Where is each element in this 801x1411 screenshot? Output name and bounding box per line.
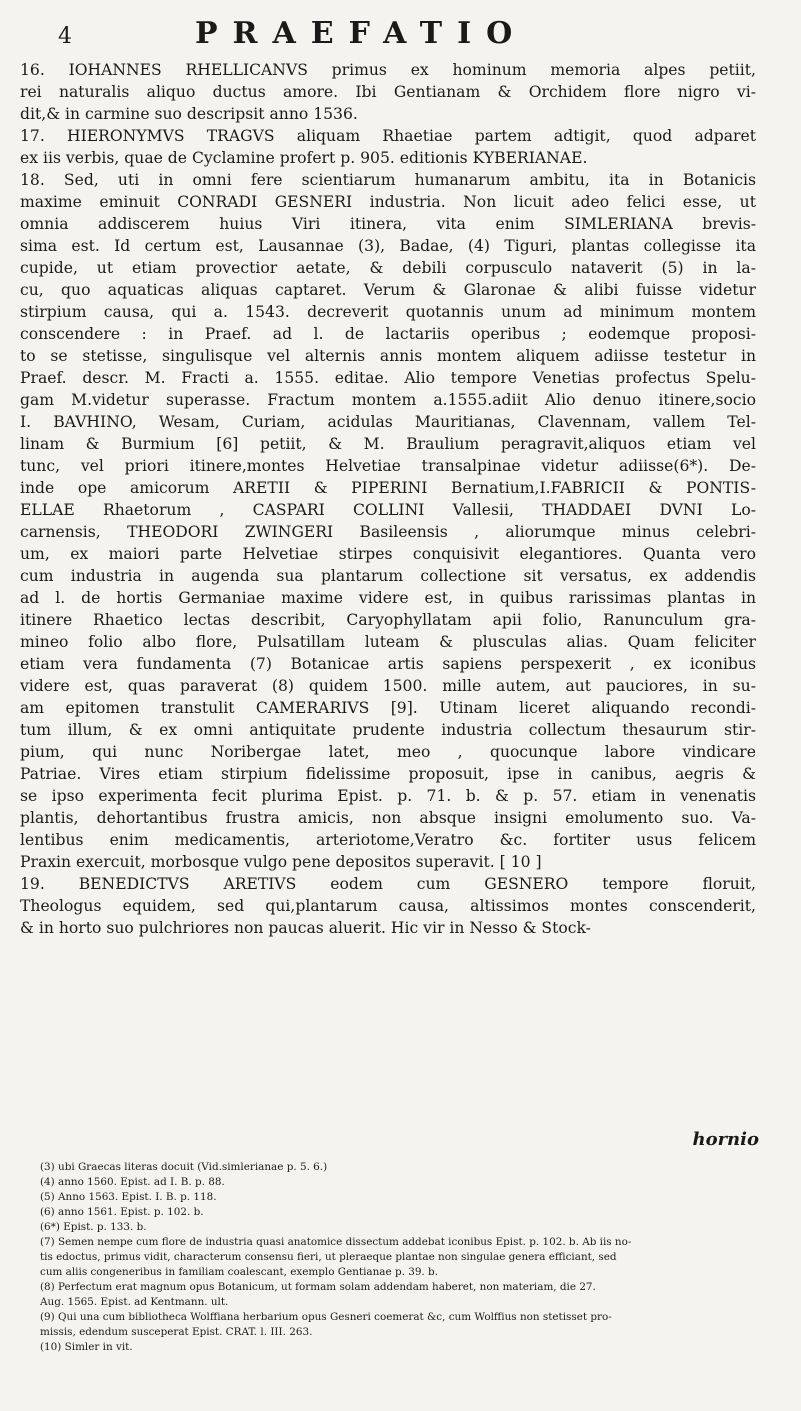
- text-line: 18. Sed, uti in omni fere scientiarum humanarum ambitu, ita in Botanicis: [20, 171, 756, 189]
- text-line: mineo folio albo flore, Pulsatillam luteam & plusculas alias. Quam feliciter: [20, 633, 756, 651]
- footnote-line: (8) Perfectum erat magnum opus Botanicum, ut formam solam addendam haberet, non materiam, die 27.: [40, 1281, 596, 1293]
- text-line: se ipso experimenta fecit plurima Epist. p. 71. b. & p. 57. etiam in venenatis: [20, 787, 756, 805]
- footnote-line: (9) Qui una cum bibliotheca Wolffiana herbarium opus Gesneri coemerat &c, cum Wolffius non stetisset pro-: [40, 1311, 612, 1323]
- text-line: ex iis verbis, quae de Cyclamine profert p. 905. editionis KYBERIANAE.: [20, 149, 588, 167]
- text-line: sima est. Id certum est, Lausannae (3), Badae, (4) Tiguri, plantas collegisse ita: [20, 237, 756, 255]
- text-line: tum illum, & ex omni antiquitate prudente industria collectum thesaurum stir-: [20, 721, 756, 739]
- text-line: 16. IOHANNES RHELLICANVS primus ex hominum memoria alpes petiit,: [20, 61, 756, 79]
- text-line: Praef. descr. M. Fracti a. 1555. editae. Alio tempore Venetias profectus Spelu-: [20, 369, 756, 387]
- paragraph-p19: [20, 873, 756, 939]
- text-line: Praxin exercuit, morbosque vulgo pene depositos superavit. [ 10 ]: [20, 853, 542, 871]
- footnote-line: (3) ubi Graecas literas docuit (Vid.simlerianae p. 5. 6.): [40, 1161, 328, 1173]
- text-line: 17. HIERONYMVS TRAGVS aliquam Rhaetiae partem adtigit, quod adparet: [20, 127, 756, 145]
- text-line: ELLAE Rhaetorum , CASPARI COLLINI Vallesii, THADDAEI DVNI Lo-: [20, 501, 756, 519]
- footnote-line: (6*) Epist. p. 133. b.: [40, 1221, 147, 1233]
- text-line: itinere Rhaetico lectas describit, Caryophyllatam apii folio, Ranunculum gra-: [20, 611, 756, 629]
- text-line: stirpium causa, qui a. 1543. decreverit quotannis unum ad minimum montem: [20, 303, 756, 321]
- text-line: videre est, quas paraverat (8) quidem 1500. mille autem, aut pauciores, in su-: [20, 677, 756, 695]
- text-line: to se stetisse, singulisque vel alternis annis montem aliquem adiisse testetur in: [20, 347, 756, 365]
- footnote-line: tis edoctus, primus vidit, characterum consensu fieri, ut pleraeque plantae non singulae genera efficiant, sed: [40, 1251, 617, 1263]
- text-line: rei naturalis aliquo ductus amore. Ibi Gentianam & Orchidem flore nigro vi-: [20, 83, 756, 101]
- text-line: lentibus enim medicamentis, arteriotome,Veratro &c. fortiter usus felicem: [20, 831, 756, 849]
- paragraph-p17: [20, 125, 756, 169]
- text-line: cu, quo aquaticas aliquas captaret. Verum & Glaronae & alibi fuisse videtur: [20, 281, 756, 299]
- paragraph-p18: [20, 169, 756, 873]
- text-line: inde ope amicorum ARETII & PIPERINI Bernatium,I.FABRICII & PONTIS-: [20, 479, 756, 497]
- text-line: I. BAVHINO, Wesam, Curiam, acidulas Mauritianas, Clavennam, vallem Tel-: [20, 413, 756, 431]
- footnote-line: Aug. 1565. Epist. ad Kentmann. ult.: [40, 1296, 229, 1308]
- text-line: tunc, vel priori itinere,montes Helvetiae transalpinae videtur adiisse(6*). De-: [20, 457, 756, 475]
- footnote-line: (5) Anno 1563. Epist. I. B. p. 118.: [40, 1191, 217, 1203]
- text-line: carnensis, THEODORI ZWINGERI Basileensis , aliorumque minus celebri-: [20, 523, 756, 541]
- catchword: hornio: [692, 1129, 759, 1150]
- text-line: gam M.videtur superasse. Fractum montem a.1555.adiit Alio denuo itinere,socio: [20, 391, 756, 409]
- running-title: PRAEFATIO: [195, 16, 528, 51]
- footnote-line: missis, edendum susceperat Epist. CRAT. l. III. 263.: [40, 1326, 313, 1338]
- text-line: 19. BENEDICTVS ARETIVS eodem cum GESNERO tempore floruit,: [20, 875, 756, 893]
- text-line: Theologus equidem, sed qui,plantarum causa, altissimos montes conscenderit,: [20, 897, 756, 915]
- page-header: [0, 12, 801, 52]
- footnote-line: cum aliis congeneribus in familiam coalescant, exemplo Gentianae p. 39. b.: [40, 1266, 438, 1278]
- text-line: cum industria in augenda sua plantarum collectione sit versatus, ex addendis: [20, 567, 756, 585]
- text-line: ad l. de hortis Germaniae maxime videre est, in quibus rarissimas plantas in: [20, 589, 756, 607]
- text-line: linam & Burmium [6] petiit, & M. Braulium peragravit,aliquos etiam vel: [20, 435, 756, 453]
- text-line: am epitomen transtulit CAMERARIVS [9]. Utinam liceret aliquando recondi-: [20, 699, 756, 717]
- text-line: maxime eminuit CONRADI GESNERI industria. Non licuit adeo felici esse, ut: [20, 193, 756, 211]
- main-text: [20, 59, 756, 939]
- text-line: plantis, dehortantibus frustra amicis, non absque insigni emolumento suo. Va-: [20, 809, 756, 827]
- footnote-line: (6) anno 1561. Epist. p. 102. b.: [40, 1206, 204, 1218]
- footnote-line: (7) Semen nempe cum flore de industria quasi anatomice dissectum addebat iconibus Epist. p. 102. b. Ab iis no-: [40, 1236, 632, 1248]
- text-line: um, ex maiori parte Helvetiae stirpes conquisivit elegantiores. Quanta vero: [20, 545, 756, 563]
- page-number: 4: [58, 24, 72, 49]
- footnote-line: (4) anno 1560. Epist. ad I. B. p. 88.: [40, 1176, 225, 1188]
- text-line: conscendere : in Praef. ad l. de lactariis operibus ; eodemque proposi-: [20, 325, 756, 343]
- text-line: & in horto suo pulchriores non paucas aluerit. Hic vir in Nesso & Stock-: [20, 919, 591, 937]
- text-line: omnia addiscerem huius Viri itinera, vita enim SIMLERIANA brevis-: [20, 215, 756, 233]
- text-line: pium, qui nunc Noribergae latet, meo , quocunque labore vindicare: [20, 743, 756, 761]
- paragraph-p16: [20, 59, 756, 125]
- text-line: dit,& in carmine suo descripsit anno 1536.: [20, 105, 358, 123]
- text-line: etiam vera fundamenta (7) Botanicae artis sapiens perspexerit , ex iconibus: [20, 655, 756, 673]
- text-line: cupide, ut etiam provectior aetate, & debili corpusculo nataverit (5) in la-: [20, 259, 756, 277]
- footnote-line: (10) Simler in vit.: [40, 1341, 133, 1353]
- footnotes: [40, 1160, 762, 1355]
- text-line: Patriae. Vires etiam stirpium fidelissime proposuit, ipse in canibus, aegris &: [20, 765, 756, 783]
